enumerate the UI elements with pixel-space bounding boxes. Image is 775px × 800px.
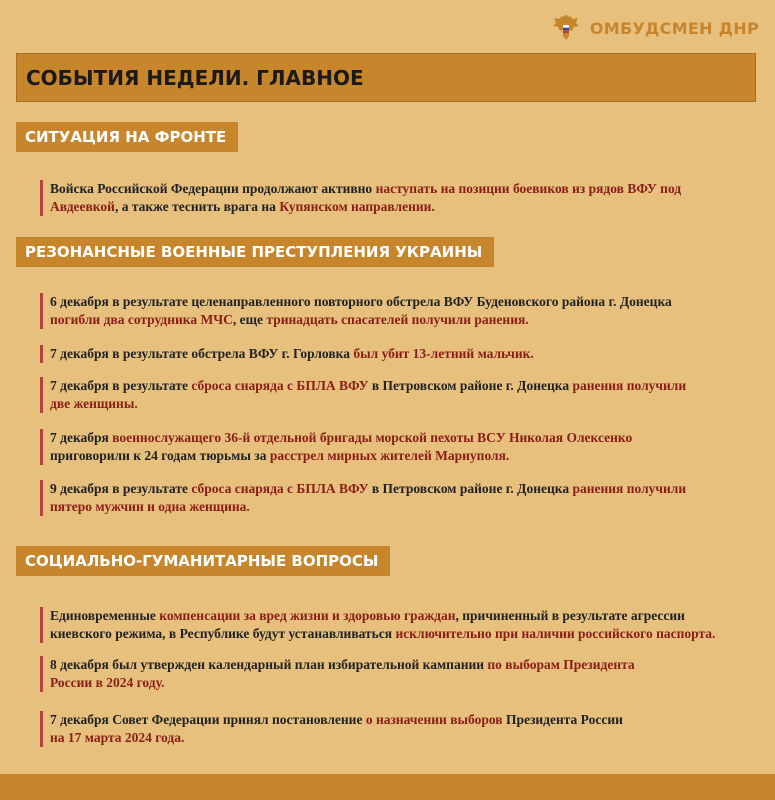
body-text: 9 декабря в результате bbox=[50, 481, 192, 496]
body-text: 6 декабря в результате целенаправленного повторного обстрела ВФУ Буденовского района г. Донецка bbox=[50, 294, 672, 309]
highlighted-text: сброса снаряда с БПЛА ВФУ bbox=[191, 378, 369, 393]
highlighted-text: был убит 13-летний мальчик. bbox=[353, 346, 534, 361]
news-item-line bbox=[50, 656, 635, 674]
highlighted-text: Авдеевкой bbox=[50, 199, 115, 214]
body-text: приговорили к 24 годам тюрьмы за bbox=[50, 448, 270, 463]
news-item bbox=[40, 377, 686, 413]
highlighted-text: России в 2024 году. bbox=[50, 675, 165, 690]
news-item-line bbox=[50, 293, 672, 311]
news-item-line bbox=[50, 607, 715, 625]
highlighted-text: две женщины. bbox=[50, 396, 138, 411]
news-item-line bbox=[50, 729, 623, 747]
news-item-line bbox=[50, 377, 686, 395]
news-item-line bbox=[50, 311, 672, 329]
highlighted-text: по выборам Президента bbox=[487, 657, 635, 672]
logo-text: ОМБУДСМЕН ДНР bbox=[589, 18, 759, 38]
news-item bbox=[40, 345, 534, 363]
news-item bbox=[40, 656, 635, 692]
section-title-social: СОЦИАЛЬНО-ГУМАНИТАРНЫЕ ВОПРОСЫ bbox=[16, 546, 390, 576]
news-item bbox=[40, 607, 715, 643]
body-text: Единовременные bbox=[50, 608, 160, 623]
news-item bbox=[40, 711, 623, 747]
news-item bbox=[40, 180, 681, 216]
news-item-line bbox=[50, 625, 715, 643]
highlighted-text: военнослужащего 36-й отдельной бригады морской пехоты ВСУ Николая Олексенко bbox=[112, 430, 633, 445]
highlighted-text: расстрел мирных жителей Мариуполя. bbox=[269, 448, 510, 463]
body-text: 7 декабря в результате bbox=[50, 378, 192, 393]
highlighted-text: сброса снаряда с БПЛА ВФУ bbox=[191, 481, 369, 496]
highlighted-text: пятеро мужчин и одна женщина. bbox=[50, 499, 250, 514]
highlighted-text: тринадцать спасателей получили ранения. bbox=[266, 312, 529, 327]
highlighted-text: на 17 марта 2024 года. bbox=[50, 730, 185, 745]
news-item-line bbox=[50, 429, 632, 447]
highlighted-text: ранения получили bbox=[572, 481, 687, 496]
news-item-line bbox=[50, 498, 686, 516]
news-item-line bbox=[50, 395, 686, 413]
body-text: в Петровском районе г. Донецка bbox=[368, 481, 573, 496]
page-title: СОБЫТИЯ НЕДЕЛИ. ГЛАВНОЕ bbox=[16, 53, 756, 102]
body-text: , причиненный в результате агрессии bbox=[455, 608, 685, 623]
body-text: 7 декабря в результате обстрела ВФУ г. Горловка bbox=[50, 346, 354, 361]
news-item-line bbox=[50, 198, 681, 216]
highlighted-text: компенсации за вред жизни и здоровью граждан bbox=[159, 608, 456, 623]
news-item-line bbox=[50, 180, 681, 198]
double-headed-eagle-emblem-icon bbox=[550, 12, 582, 44]
news-item bbox=[40, 293, 672, 329]
news-item-line bbox=[50, 480, 686, 498]
highlighted-text: исключительно при наличии российского паспорта. bbox=[395, 626, 716, 641]
body-text: 7 декабря bbox=[50, 430, 113, 445]
highlighted-text: ранения получили bbox=[572, 378, 687, 393]
body-text: киевского режима, в Республике будут устанавливаться bbox=[50, 626, 396, 641]
bottom-bar bbox=[0, 774, 775, 800]
news-item-line bbox=[50, 447, 632, 465]
section-title-front: СИТУАЦИЯ НА ФРОНТЕ bbox=[16, 122, 238, 152]
body-text: в Петровском районе г. Донецка bbox=[368, 378, 573, 393]
logo bbox=[550, 12, 759, 44]
news-item-line bbox=[50, 345, 534, 363]
body-text: 7 декабря Совет Федерации принял постановление bbox=[50, 712, 366, 727]
highlighted-text: о назначении выборов bbox=[365, 712, 503, 727]
body-text: Войска Российской Федерации продолжают активно bbox=[50, 181, 376, 196]
highlighted-text: погибли два сотрудника МЧС bbox=[50, 312, 233, 327]
body-text: 8 декабря был утвержден календарный план избирательной кампании bbox=[50, 657, 488, 672]
body-text: , еще bbox=[232, 312, 267, 327]
news-item-line bbox=[50, 674, 635, 692]
highlighted-text: наступать на позиции боевиков из рядов ВФУ под bbox=[375, 181, 682, 196]
section-title-crimes: РЕЗОНАНСНЫЕ ВОЕННЫЕ ПРЕСТУПЛЕНИЯ УКРАИНЫ bbox=[16, 237, 494, 267]
news-item-line bbox=[50, 711, 623, 729]
body-text: Президента России bbox=[502, 712, 623, 727]
body-text: , а также теснить врага на bbox=[114, 199, 280, 214]
highlighted-text: Купянском направлении. bbox=[279, 199, 435, 214]
news-item bbox=[40, 429, 632, 465]
news-item bbox=[40, 480, 686, 516]
